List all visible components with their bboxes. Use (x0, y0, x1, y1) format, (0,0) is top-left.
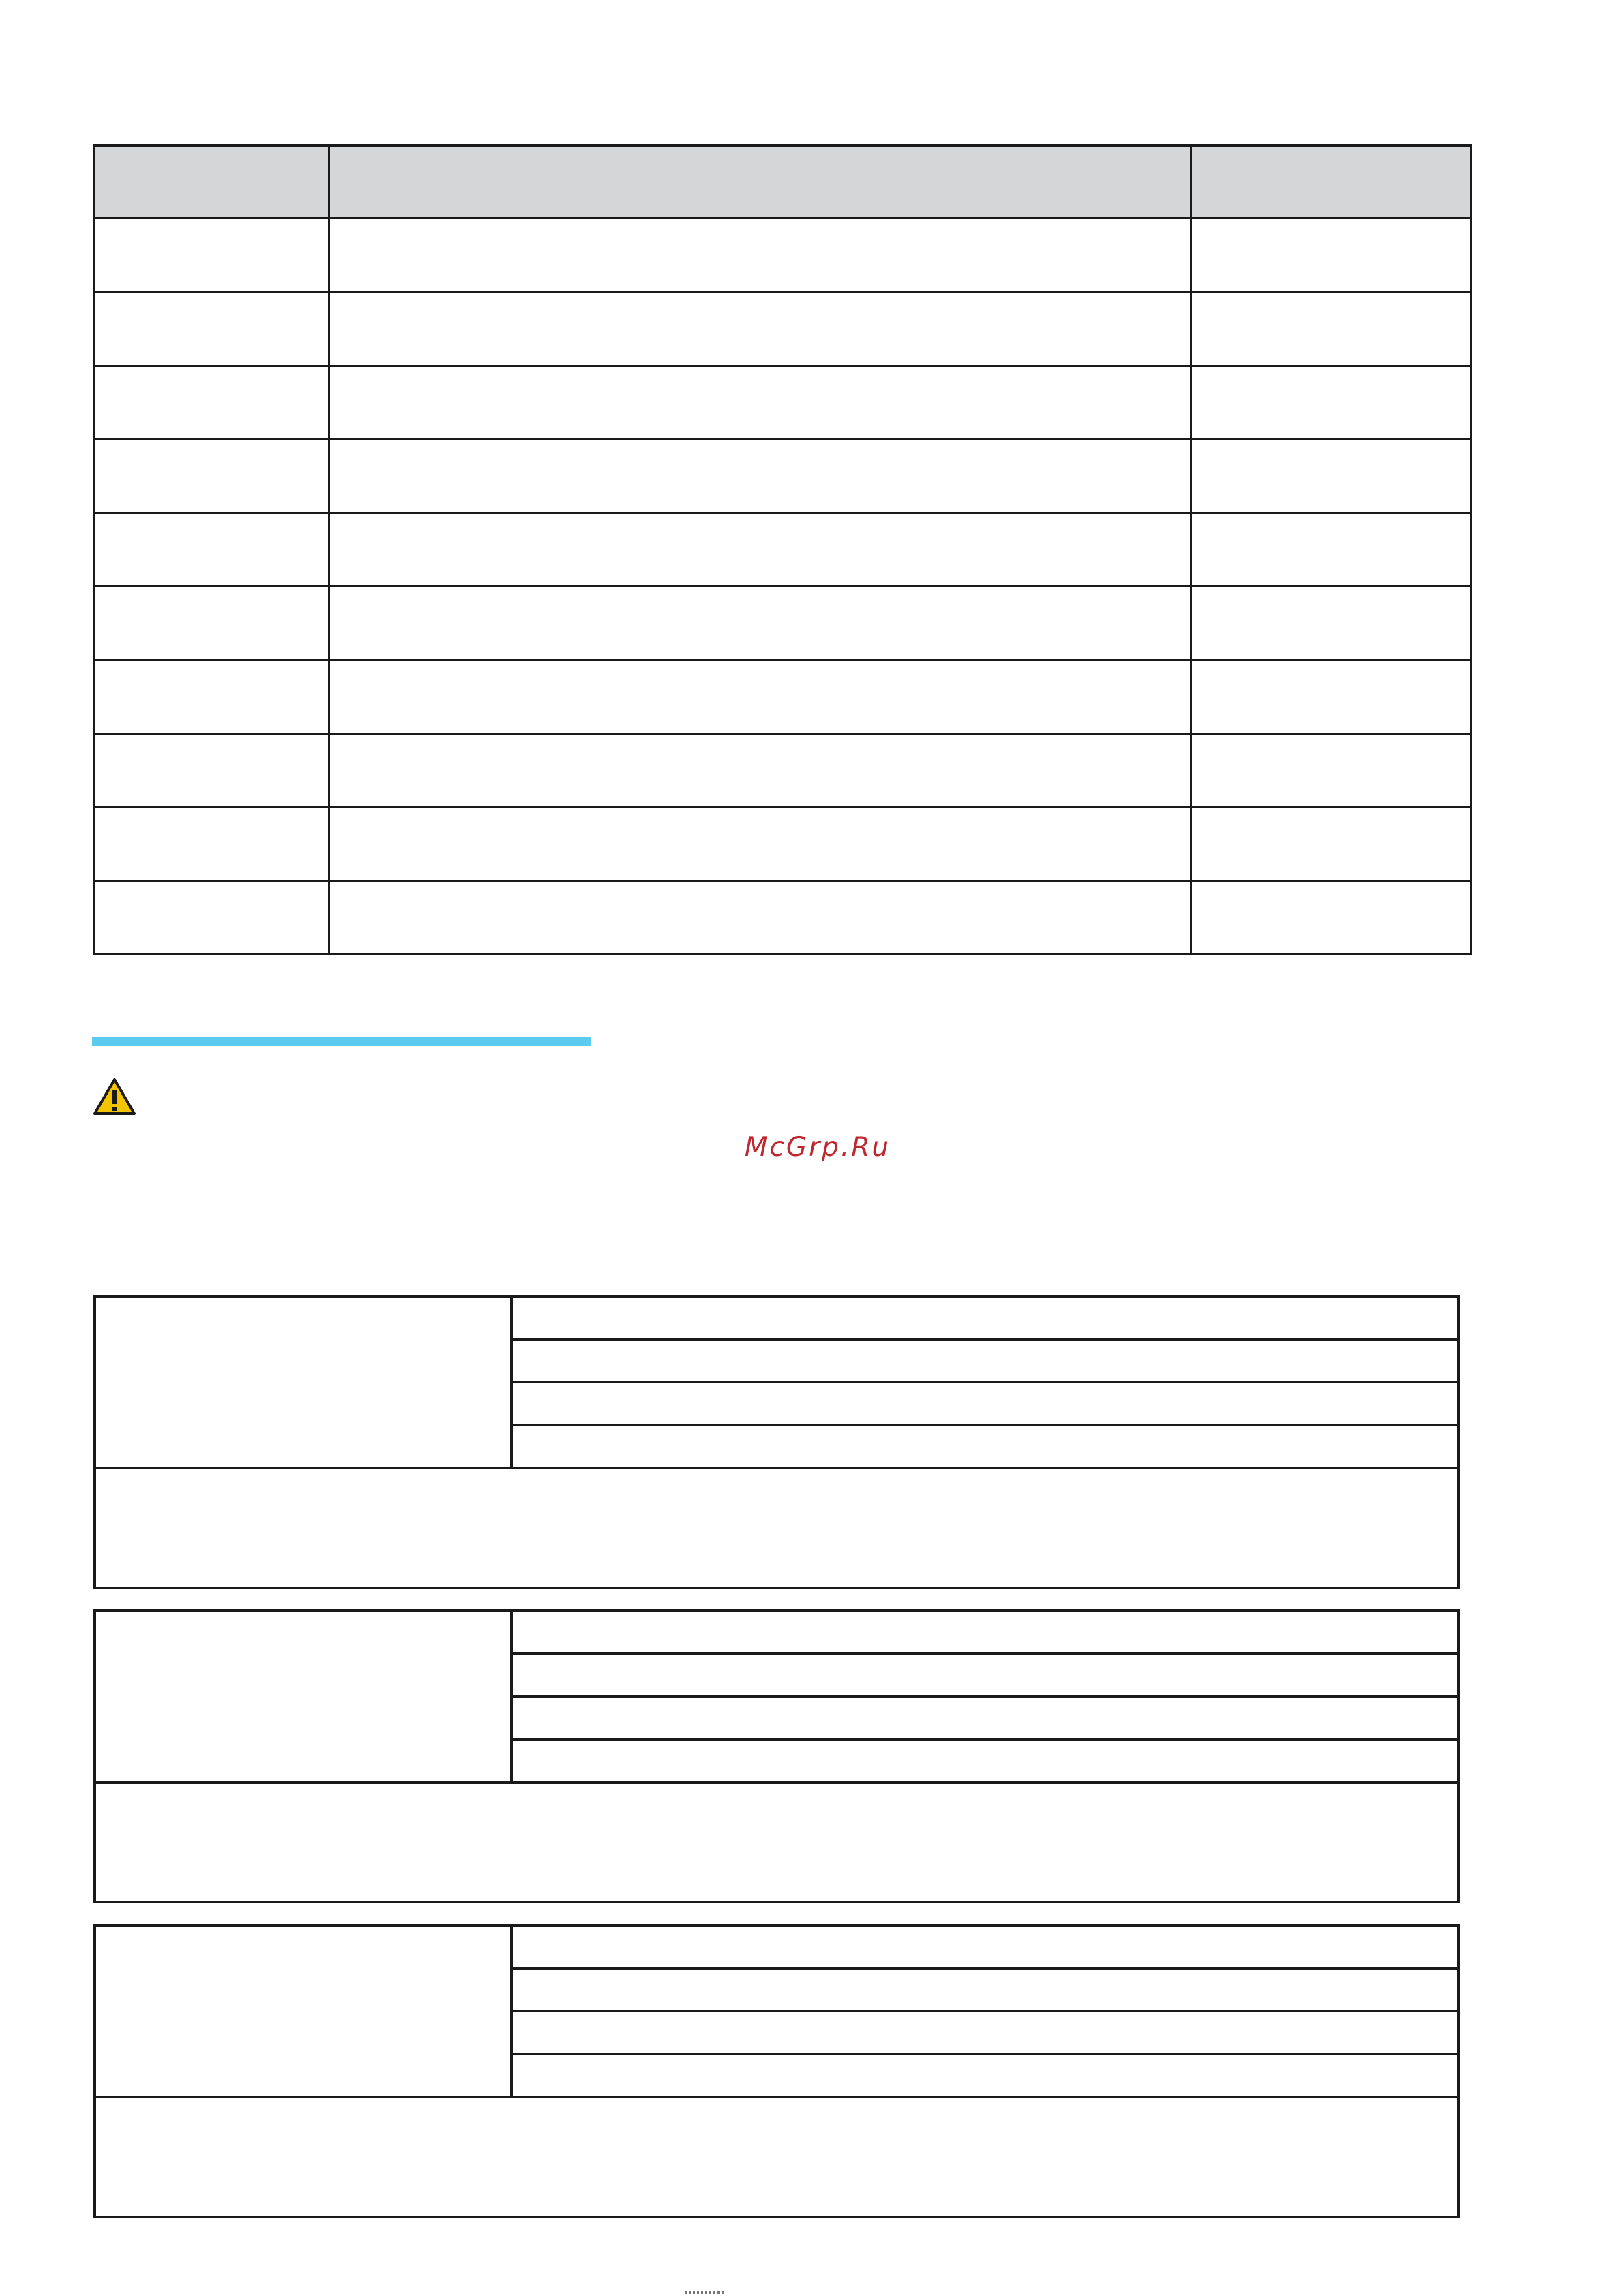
table-cell (1191, 808, 1472, 881)
table-header-cell (330, 146, 1191, 219)
table-cell (95, 734, 330, 808)
table-cell (1191, 292, 1472, 366)
table-cell (95, 292, 330, 366)
table-cell (330, 808, 1191, 881)
table-row (95, 660, 1472, 734)
spec-row (513, 1612, 1457, 1655)
table-cell (330, 366, 1191, 440)
table-cell (1191, 366, 1472, 440)
table-cell (330, 440, 1191, 513)
spec-label-cell (96, 1612, 513, 1784)
table-cell (1191, 660, 1472, 734)
spec-row (513, 2055, 1457, 2098)
spec-note (96, 2098, 1457, 2216)
table-cell (95, 808, 330, 881)
spec-note (96, 1784, 1457, 1901)
table-cell (330, 219, 1191, 292)
table-header-row (95, 146, 1472, 219)
table-row (95, 292, 1472, 366)
table-cell (1191, 587, 1472, 660)
spec-label-cell (96, 1927, 513, 2098)
table-row (95, 808, 1472, 881)
spec-row (513, 1698, 1457, 1741)
table-cell (95, 440, 330, 513)
page-footer-mark (685, 2291, 726, 2294)
warning-icon (93, 1077, 136, 1116)
table-cell (1191, 219, 1472, 292)
spec-label-cell (96, 1298, 513, 1469)
table-row (95, 881, 1472, 955)
table-cell (95, 513, 330, 587)
table-cell (330, 881, 1191, 955)
table-cell (95, 366, 330, 440)
table-cell (1191, 881, 1472, 955)
table-cell (1191, 513, 1472, 587)
table-row (95, 734, 1472, 808)
spec-row (513, 1383, 1457, 1426)
spec-block (93, 1295, 1460, 1589)
table-cell (95, 660, 330, 734)
spec-block (93, 1924, 1460, 2218)
section-accent-rule (92, 1037, 591, 1046)
spec-row (513, 1341, 1457, 1383)
table-row (95, 219, 1472, 292)
table-header-cell (1191, 146, 1472, 219)
spec-row (513, 2012, 1457, 2055)
table-cell (330, 513, 1191, 587)
watermark-text: McGrp.Ru (744, 1132, 891, 1163)
spec-row (513, 1741, 1457, 1784)
table-cell (95, 219, 330, 292)
table-cell (1191, 734, 1472, 808)
spec-note (96, 1469, 1457, 1587)
table-row (95, 587, 1472, 660)
table-header-cell (95, 146, 330, 219)
spec-block (93, 1609, 1460, 1903)
spec-row (513, 1655, 1457, 1698)
table-cell (95, 881, 330, 955)
table-row (95, 513, 1472, 587)
table-cell (330, 734, 1191, 808)
spec-row (513, 1426, 1457, 1469)
table-cell (330, 587, 1191, 660)
spec-row (513, 1298, 1457, 1341)
spec-row (513, 1970, 1457, 2012)
table-cell (95, 587, 330, 660)
table-row (95, 440, 1472, 513)
table-cell (330, 660, 1191, 734)
parts-table (93, 144, 1472, 955)
table-cell (330, 292, 1191, 366)
table-row (95, 366, 1472, 440)
spec-row (513, 1927, 1457, 1970)
table-cell (1191, 440, 1472, 513)
